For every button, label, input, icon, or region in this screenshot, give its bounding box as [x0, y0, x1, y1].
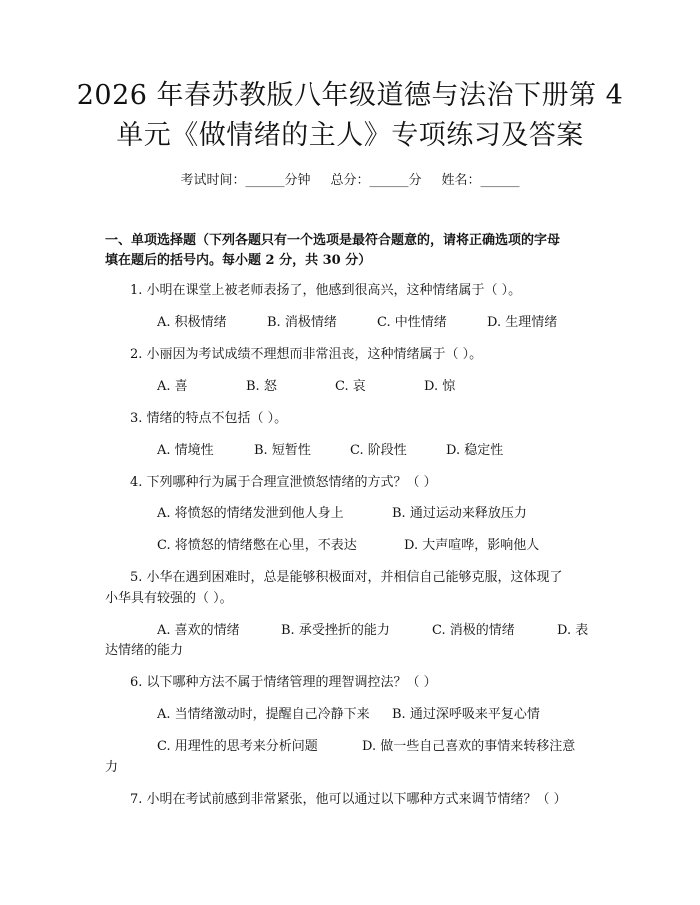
question-6-option-b: B. 通过深呼吸来平复心情 [392, 707, 540, 722]
question-7-stem: 7. 小明在考试前感到非常紧张，他可以通过以下哪种方式来调节情绪？（ ） [130, 792, 567, 807]
question-3-option-b: B. 短暂性 [254, 443, 311, 458]
question-2-stem: 2. 小丽因为考试成绩不理想而非常沮丧，这种情绪属于（ ）。 [130, 347, 483, 362]
question-6-option-a: A. 当情绪激动时，提醒自己冷静下来 [157, 707, 370, 722]
question-5-option-b: B. 承受挫折的能力 [281, 623, 390, 638]
exam-meta [0, 169, 700, 188]
section-heading-line2: 填在题后的括号内。每小题 2 分，共 30 分） [105, 253, 372, 268]
question-1-stem: 1. 小明在课堂上被老师表扬了，他感到很高兴，这种情绪属于（ ）。 [130, 283, 522, 298]
question-3-stem: 3. 情绪的特点不包括（ ）。 [130, 411, 288, 426]
question-1-option-d: D. 生理情绪 [487, 315, 558, 330]
question-5-stem-line1: 5. 小华在遇到困难时，总是能够积极面对，并相信自己能够克服，这体现了 [130, 570, 563, 585]
question-6-stem: 6. 以下哪种方法不属于情绪管理的理智调控法？（ ） [130, 675, 437, 690]
question-1-option-c: C. 中性情绪 [377, 315, 447, 330]
question-2-option-b: B. 怒 [246, 379, 277, 394]
question-3-option-c: C. 阶段性 [350, 443, 407, 458]
document-title-line1: 2026 年春苏教版八年级道德与法治下册第 4 [76, 80, 624, 111]
question-5-option-d: D. 表 [557, 623, 589, 638]
question-1-option-b: B. 消极情绪 [267, 315, 337, 330]
question-3-option-a: A. 情境性 [157, 443, 214, 458]
question-4-option-d: D. 大声喧哗，影响他人 [404, 538, 540, 553]
question-6-option-d-continuation: 力 [105, 760, 119, 775]
exam-student-name: 姓名：______ [441, 173, 520, 188]
question-2-option-a: A. 喜 [157, 379, 188, 394]
question-6-option-c: C. 用理性的思考来分析问题 [157, 739, 318, 754]
question-2-option-d: D. 惊 [424, 379, 456, 394]
document-title-line2: 单元《做情绪的主人》专项练习及答案 [116, 120, 584, 151]
question-5-option-d-continuation: 达情绪的能力 [105, 643, 184, 658]
question-4-stem: 4. 下列哪种行为属于合理宣泄愤怒情绪的方式？（ ） [130, 475, 437, 490]
question-5-stem-line2: 小华具有较强的（ ）。 [105, 591, 233, 606]
question-5-option-a: A. 喜欢的情绪 [157, 623, 240, 638]
question-1-option-a: A. 积极情绪 [157, 315, 227, 330]
question-4-option-b: B. 通过运动来释放压力 [392, 506, 527, 521]
question-4-option-c: C. 将愤怒的情绪憋在心里，不表达 [157, 538, 357, 553]
question-6-option-d: D. 做一些自己喜欢的事情来转移注意 [362, 739, 576, 754]
question-5-option-c: C. 消极的情绪 [432, 623, 515, 638]
question-2-option-c: C. 哀 [335, 379, 366, 394]
exam-total-score: 总分：______分 [330, 173, 422, 188]
exam-time: 考试时间：______分钟 [180, 173, 311, 188]
question-4-option-a: A. 将愤怒的情绪发泄到他人身上 [157, 506, 344, 521]
section-heading-line1: 一、单项选择题（下列各题只有一个选项是最符合题意的，请将正确选项的字母 [105, 233, 561, 248]
question-3-option-d: D. 稳定性 [446, 443, 504, 458]
